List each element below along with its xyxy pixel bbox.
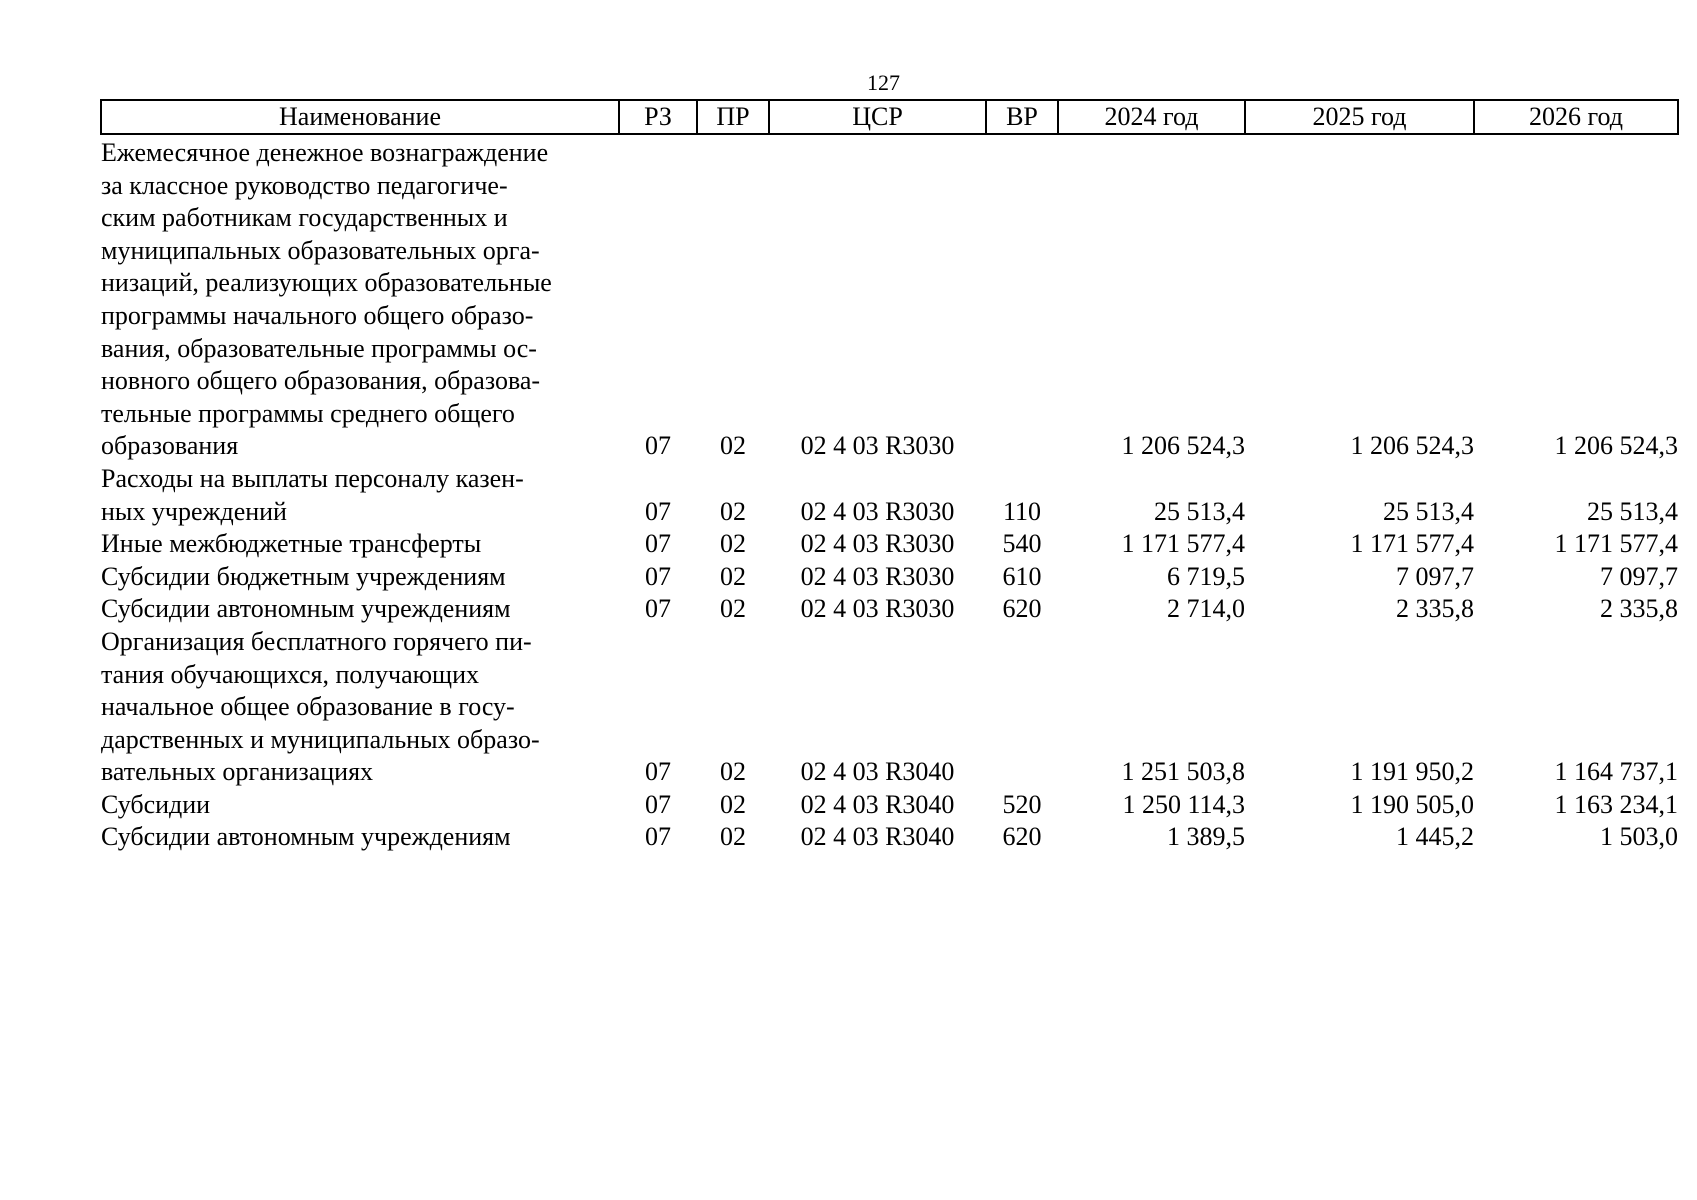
table-row (101, 626, 1678, 789)
cell-csr: 02 4 03 R3040 (800, 822, 955, 852)
row-name-line: ским работникам государственных и (101, 203, 508, 233)
cell-y2024: 1 206 524,3 (1121, 431, 1245, 461)
cell-y2025: 1 191 950,2 (1350, 757, 1474, 787)
cell-rz: 07 (645, 496, 671, 526)
cell-y2026: 1 503,0 (1600, 822, 1678, 852)
table-row (101, 528, 1678, 561)
header-pr: ПР (697, 100, 769, 134)
cell-pr: 02 (720, 757, 746, 787)
row-name-line: тельные программы среднего общего (101, 398, 515, 428)
cell-y2025: 2 335,8 (1396, 594, 1474, 624)
cell-rz: 07 (645, 822, 671, 852)
cell-y2025: 1 190 505,0 (1350, 789, 1474, 819)
cell-y2025: 1 206 524,3 (1350, 431, 1474, 461)
cell-pr: 02 (720, 822, 746, 852)
cell-pr: 02 (720, 561, 746, 591)
cell-rz: 07 (645, 431, 671, 461)
cell-csr: 02 4 03 R3040 (800, 789, 955, 819)
cell-y2026: 1 171 577,4 (1554, 529, 1678, 559)
header-vr: ВР (986, 100, 1058, 134)
row-name-line: новного общего образования, образова- (101, 366, 541, 396)
row-name-line: тания обучающихся, получающих (101, 659, 479, 689)
cell-y2024: 2 714,0 (1167, 594, 1245, 624)
cell-y2024: 1 389,5 (1167, 822, 1245, 852)
cell-vr: 110 (1002, 496, 1042, 526)
cell-y2026: 7 097,7 (1600, 561, 1678, 591)
row-name-line: за классное руководство педагогиче- (101, 170, 508, 200)
cell-y2026: 1 164 737,1 (1554, 757, 1678, 787)
cell-y2025: 1 445,2 (1396, 822, 1474, 852)
cell-rz: 07 (645, 561, 671, 591)
cell-vr: 610 (1002, 561, 1042, 591)
cell-y2024: 1 250 114,3 (1122, 789, 1245, 819)
row-name-line: дарственных и муниципальных образо- (101, 724, 540, 754)
row-name-line: муниципальных образовательных орга- (101, 235, 540, 265)
cell-csr: 02 4 03 R3040 (800, 757, 955, 787)
cell-csr: 02 4 03 R3030 (800, 431, 955, 461)
row-name-line: низаций, реализующих образовательные (101, 268, 552, 298)
row-name-line: программы начального общего образо- (101, 300, 534, 330)
row-name-line: Расходы на выплаты персоналу казен- (101, 463, 524, 493)
cell-rz: 07 (645, 757, 671, 787)
table-header (101, 100, 1678, 134)
row-name-line: вательных организациях (101, 757, 374, 787)
cell-pr: 02 (720, 789, 746, 819)
row-name-cell (101, 561, 619, 594)
header-name: Наименование (101, 100, 619, 134)
cell-y2025: 1 171 577,4 (1350, 529, 1474, 559)
row-name-line: начальное общее образование в госу- (101, 692, 515, 722)
table-row (101, 821, 1678, 854)
table-row (101, 134, 1678, 463)
cell-pr: 02 (720, 431, 746, 461)
table-body (101, 134, 1678, 854)
cell-y2026: 1 163 234,1 (1554, 789, 1678, 819)
row-name-line: Организация бесплатного горячего пи- (101, 626, 532, 656)
cell-rz: 07 (645, 594, 671, 624)
table-row (101, 593, 1678, 626)
cell-vr (986, 134, 1058, 463)
header-rz: РЗ (619, 100, 697, 134)
cell-csr: 02 4 03 R3030 (800, 496, 955, 526)
row-name-line: образования (101, 431, 239, 461)
cell-csr: 02 4 03 R3030 (800, 529, 955, 559)
cell-y2024: 6 719,5 (1167, 561, 1245, 591)
cell-rz: 07 (645, 529, 671, 559)
row-name-cell (101, 134, 619, 463)
row-name-line: ных учреждений (101, 496, 287, 526)
header-2024: 2024 год (1058, 100, 1245, 134)
cell-y2025: 7 097,7 (1396, 561, 1474, 591)
cell-y2026: 2 335,8 (1600, 594, 1678, 624)
table-row (101, 463, 1678, 528)
cell-y2024: 1 171 577,4 (1121, 529, 1245, 559)
table-row (101, 789, 1678, 822)
header-csr: ЦСР (769, 100, 986, 134)
row-name-line: Субсидии автономным учреждениям (101, 822, 511, 852)
cell-vr: 540 (1002, 529, 1042, 559)
cell-y2024: 25 513,4 (1154, 496, 1245, 526)
table-row (101, 561, 1678, 594)
cell-csr: 02 4 03 R3030 (800, 561, 955, 591)
row-name-cell (101, 528, 619, 561)
cell-pr: 02 (720, 496, 746, 526)
header-2026: 2026 год (1474, 100, 1678, 134)
cell-vr (986, 626, 1058, 789)
cell-pr: 02 (720, 529, 746, 559)
page-number: 127 (867, 70, 900, 95)
cell-y2024: 1 251 503,8 (1121, 757, 1245, 787)
header-2025: 2025 год (1245, 100, 1474, 134)
row-name-cell (101, 821, 619, 854)
cell-vr: 520 (1002, 789, 1042, 819)
cell-y2026: 25 513,4 (1587, 496, 1678, 526)
row-name-line: Субсидии (101, 789, 211, 819)
cell-pr: 02 (720, 594, 746, 624)
cell-y2025: 25 513,4 (1383, 496, 1474, 526)
cell-vr: 620 (1002, 822, 1042, 852)
header-row (101, 100, 1678, 134)
row-name-cell (101, 593, 619, 626)
row-name-line: Иные межбюджетные трансферты (101, 529, 482, 559)
cell-rz: 07 (645, 789, 671, 819)
row-name-cell (101, 626, 619, 789)
row-name-line: Ежемесячное денежное вознаграждение (101, 138, 549, 167)
budget-table (100, 99, 1679, 854)
row-name-line: вания, образовательные программы ос- (101, 333, 537, 363)
row-name-cell (101, 789, 619, 822)
cell-csr: 02 4 03 R3030 (800, 594, 955, 624)
row-name-line: Субсидии автономным учреждениям (101, 594, 511, 624)
cell-y2026: 1 206 524,3 (1554, 431, 1678, 461)
row-name-line: Субсидии бюджетным учреждениям (101, 561, 506, 591)
row-name-cell (101, 463, 619, 528)
cell-vr: 620 (1002, 594, 1042, 624)
